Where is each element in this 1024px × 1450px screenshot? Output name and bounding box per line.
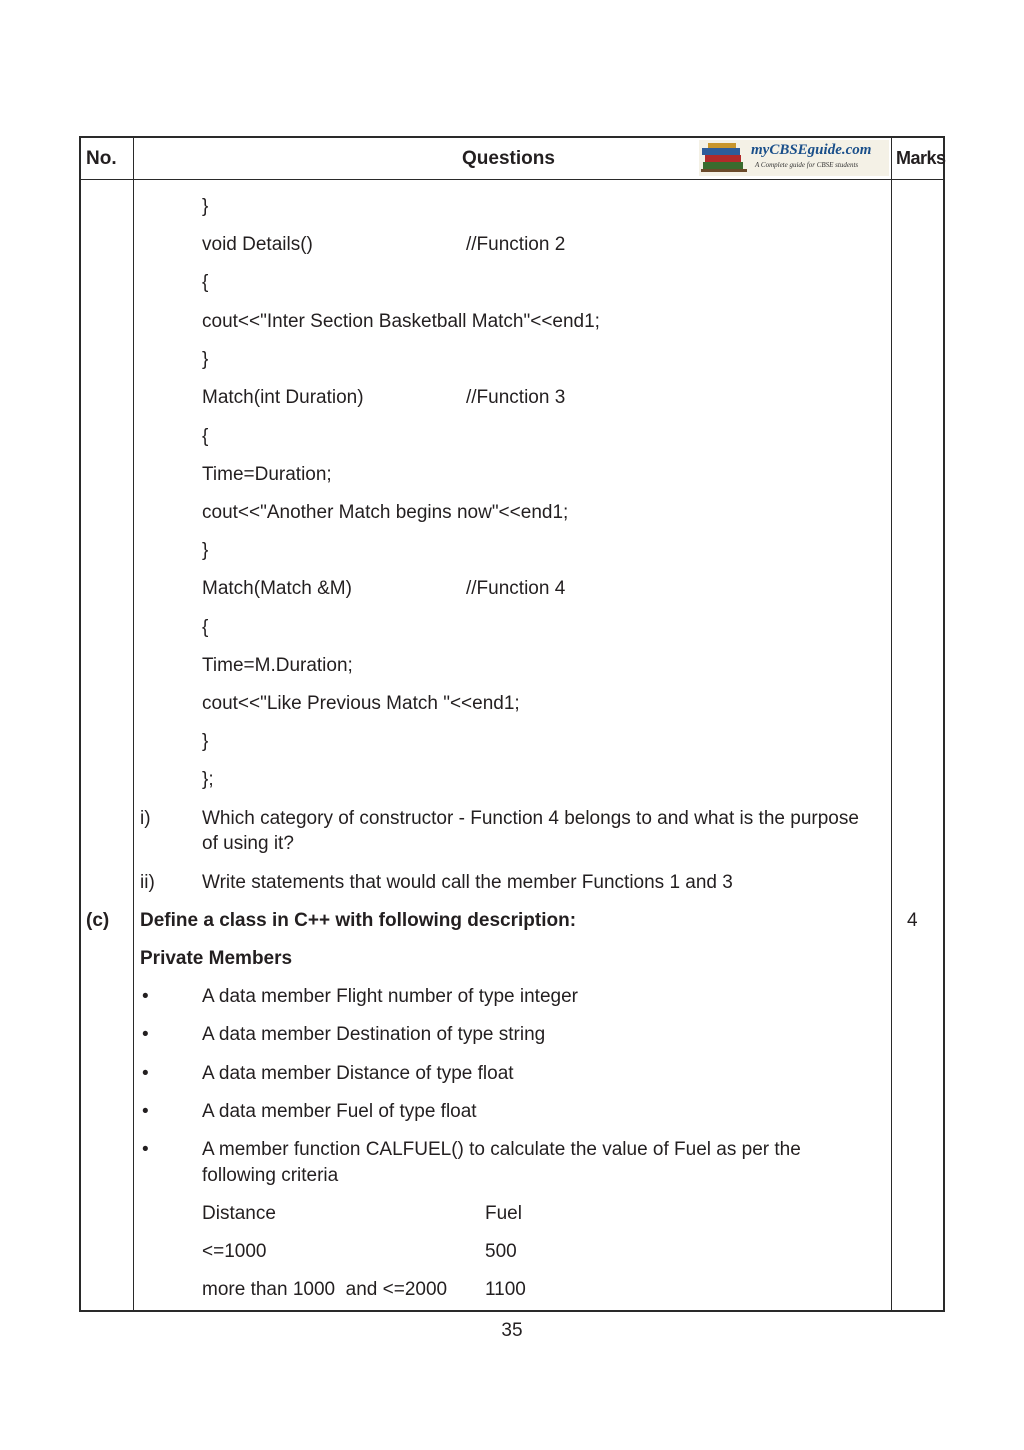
code-line: Time=Duration; bbox=[202, 464, 332, 485]
sub-question-text: Which category of constructor - Function 4 belongs to and what is the purpose bbox=[202, 808, 859, 829]
question-marks: 4 bbox=[907, 910, 918, 931]
code-line: } bbox=[202, 731, 209, 752]
criteria-fuel: 1100 bbox=[485, 1279, 526, 1300]
bullet: • bbox=[142, 1024, 149, 1045]
code-line: { bbox=[202, 617, 209, 638]
criteria-header-distance: Distance bbox=[202, 1203, 276, 1224]
code-comment: //Function 4 bbox=[466, 578, 566, 599]
code-comment: //Function 2 bbox=[466, 234, 566, 255]
header-no: No. bbox=[86, 148, 117, 169]
list-item: A data member Flight number of type integer bbox=[202, 986, 578, 1007]
code-line: void Details() bbox=[202, 234, 313, 255]
list-item: A data member Destination of type string bbox=[202, 1024, 546, 1045]
criteria-header-fuel: Fuel bbox=[485, 1203, 522, 1224]
criteria-distance: more than 1000 and <=2000 bbox=[202, 1279, 448, 1300]
list-item: A data member Fuel of type float bbox=[202, 1101, 477, 1122]
code-line: } bbox=[202, 540, 209, 561]
code-line: Match(int Duration) bbox=[202, 387, 364, 408]
code-line: cout<<"Another Match begins now"<<end1; bbox=[202, 502, 569, 523]
header-marks: Marks bbox=[896, 148, 946, 168]
logo-brand: myCBSEguide.com bbox=[751, 142, 872, 158]
sub-question-text: Write statements that would call the member Functions 1 and 3 bbox=[202, 872, 733, 893]
column-divider-no bbox=[133, 136, 134, 1312]
list-item: A member function CALFUEL() to calculate the value of Fuel as per the bbox=[202, 1139, 801, 1160]
code-line: Match(Match &M) bbox=[202, 578, 352, 599]
code-line: { bbox=[202, 272, 209, 293]
code-line: }; bbox=[202, 769, 214, 790]
logo-tagline: A Complete guide for CBSE students bbox=[755, 161, 859, 169]
mycbseguide-logo bbox=[699, 140, 889, 176]
code-line: cout<<"Like Previous Match "<<end1; bbox=[202, 693, 520, 714]
bullet: • bbox=[142, 986, 149, 1007]
sub-question-number: i) bbox=[140, 808, 151, 829]
page-number: 35 bbox=[501, 1320, 523, 1341]
sub-question-text: of using it? bbox=[202, 833, 294, 854]
list-item: following criteria bbox=[202, 1165, 339, 1186]
private-members-heading: Private Members bbox=[140, 948, 293, 969]
bullet: • bbox=[142, 1101, 149, 1122]
sub-question-number: ii) bbox=[140, 872, 155, 893]
code-line: } bbox=[202, 349, 209, 370]
header-divider bbox=[79, 179, 945, 180]
question-title: Define a class in C++ with following description: bbox=[140, 910, 577, 931]
bullet: • bbox=[142, 1139, 149, 1160]
code-comment: //Function 3 bbox=[466, 387, 566, 408]
code-line: cout<<"Inter Section Basketball Match"<<end1; bbox=[202, 311, 600, 332]
bullet: • bbox=[142, 1063, 149, 1084]
code-line: { bbox=[202, 426, 209, 447]
question-number: (c) bbox=[86, 910, 110, 931]
column-divider-marks bbox=[891, 136, 892, 1312]
code-line: Time=M.Duration; bbox=[202, 655, 353, 676]
list-item: A data member Distance of type float bbox=[202, 1063, 514, 1084]
criteria-distance: <=1000 bbox=[202, 1241, 267, 1262]
code-line: } bbox=[202, 196, 209, 217]
header-questions: Questions bbox=[462, 148, 555, 169]
criteria-fuel: 500 bbox=[485, 1241, 517, 1262]
